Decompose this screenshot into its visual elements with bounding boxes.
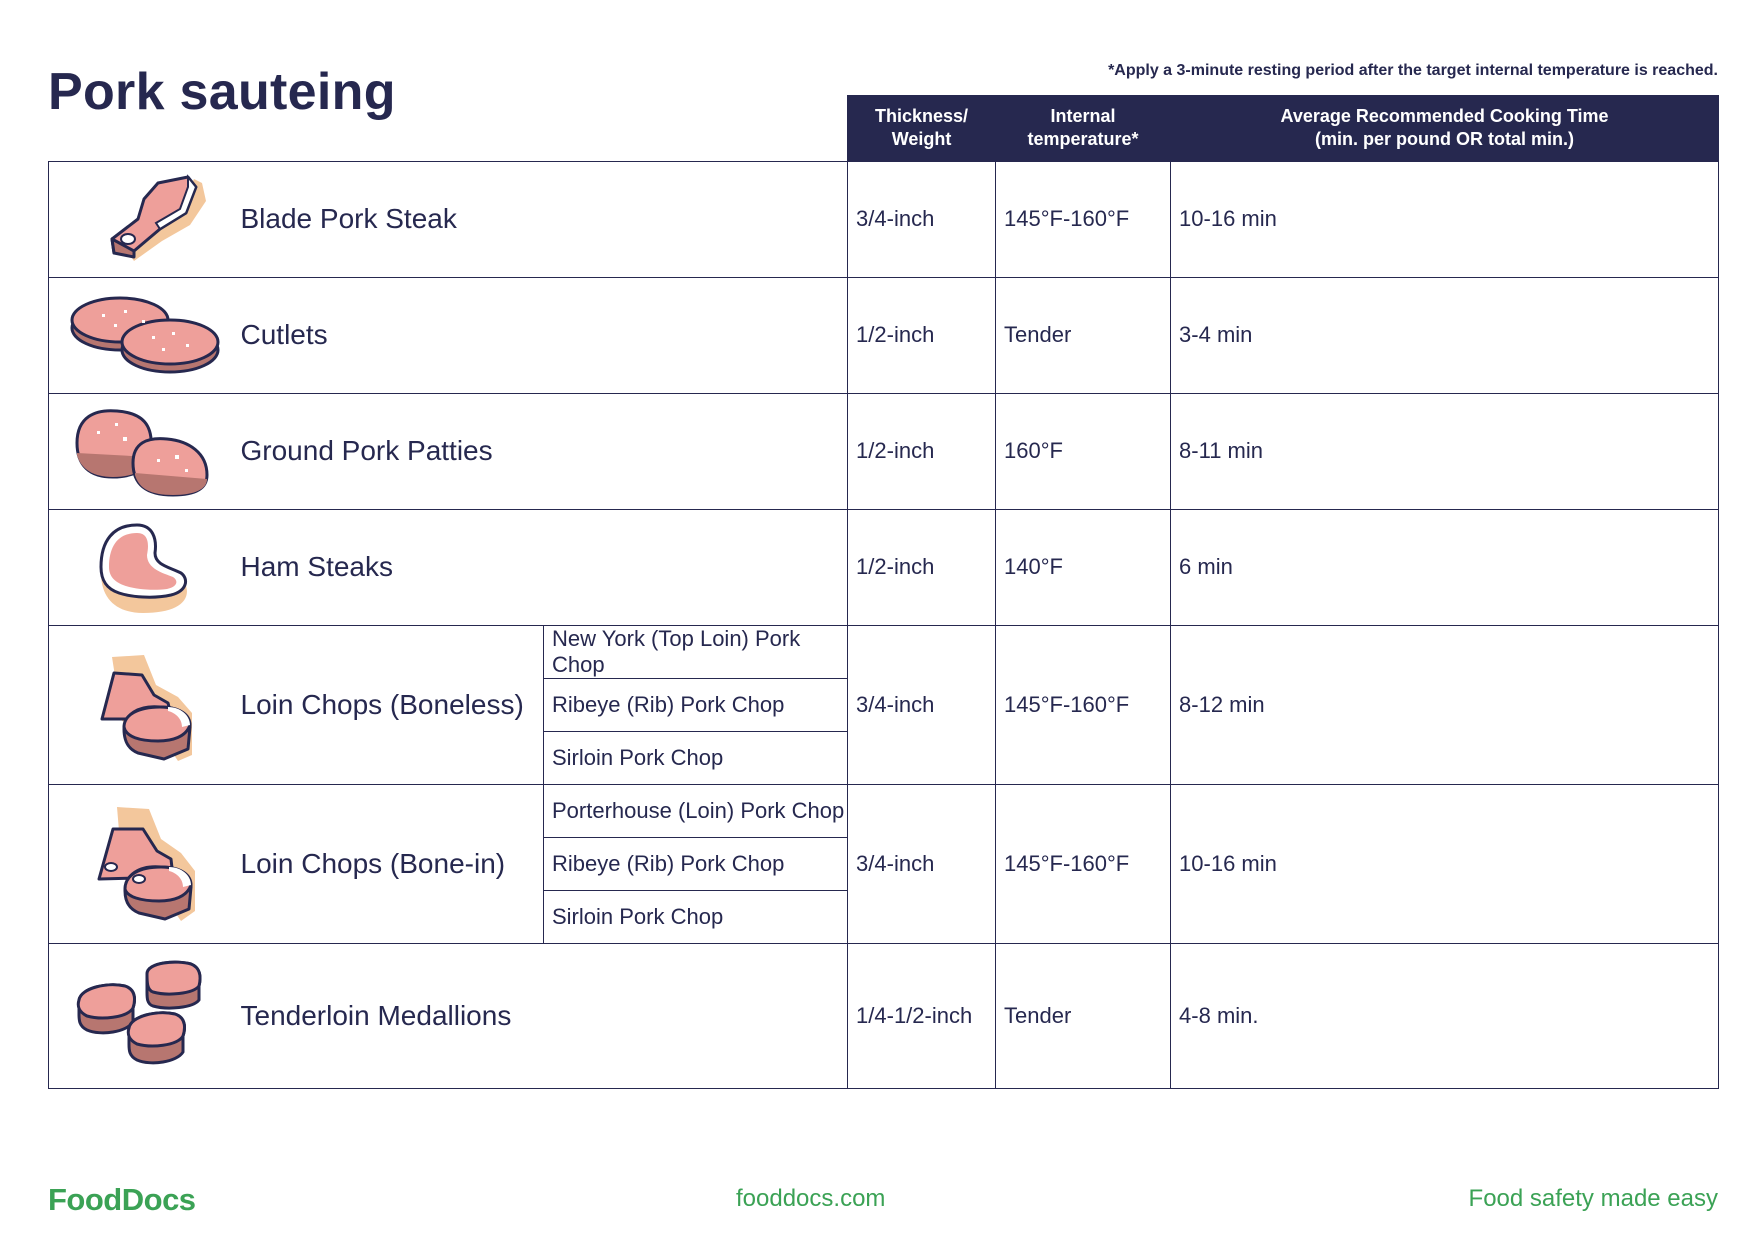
cooking-table (48, 95, 1719, 1089)
temperature-value: 145°F-160°F (996, 161, 1171, 277)
thickness-value: 3/4-inch (848, 625, 996, 784)
cooking-time-value: 8-11 min (1171, 393, 1719, 509)
temperature-value: Tender (996, 943, 1171, 1088)
temperature-value: Tender (996, 277, 1171, 393)
ham-steak-icon (49, 509, 235, 625)
subcut-name: Ribeye (Rib) Pork Chop (544, 837, 848, 890)
table-row (49, 393, 1719, 509)
cooking-time-value: 10-16 min (1171, 784, 1719, 943)
table-row (49, 277, 1719, 393)
table-row (49, 625, 1719, 678)
header-temperature: Internal temperature* (996, 95, 1171, 161)
cooking-time-value: 4-8 min. (1171, 943, 1719, 1088)
subcut-name: Porterhouse (Loin) Pork Chop (544, 784, 848, 837)
resting-note: *Apply a 3-minute resting period after the target internal temperature is reached. (1108, 62, 1718, 79)
table-row (49, 161, 1719, 277)
temperature-value: 145°F-160°F (996, 625, 1171, 784)
thickness-value: 3/4-inch (848, 161, 996, 277)
thickness-value: 1/2-inch (848, 277, 996, 393)
table-row (49, 943, 1719, 1088)
header-cooking-time: Average Recommended Cooking Time (min. per pound OR total min.) (1171, 95, 1719, 161)
cooking-time-value: 6 min (1171, 509, 1719, 625)
header-thickness: Thickness/ Weight (848, 95, 996, 161)
website-link[interactable]: fooddocs.com (736, 1185, 886, 1212)
medallions-icon (49, 943, 235, 1088)
fooddocs-logo: FoodDocs (48, 1182, 196, 1217)
cut-name: Ham Steaks (235, 509, 848, 625)
subcut-name: Sirloin Pork Chop (544, 890, 848, 943)
temperature-value: 145°F-160°F (996, 784, 1171, 943)
thickness-value: 1/2-inch (848, 509, 996, 625)
patties-icon (49, 393, 235, 509)
table-header-row (49, 95, 1719, 161)
subcut-name: Ribeye (Rib) Pork Chop (544, 678, 848, 731)
temperature-value: 160°F (996, 393, 1171, 509)
cooking-time-value: 8-12 min (1171, 625, 1719, 784)
subcut-name: New York (Top Loin) Pork Chop (544, 625, 848, 678)
subcut-name: Sirloin Pork Chop (544, 731, 848, 784)
table-row (49, 784, 1719, 837)
tagline: Food safety made easy (1468, 1185, 1718, 1212)
cutlets-icon (49, 277, 235, 393)
cut-name: Ground Pork Patties (235, 393, 848, 509)
table-row (49, 509, 1719, 625)
bone-in-chop-icon (49, 784, 235, 943)
page-title: Pork sauteing (48, 63, 396, 121)
thickness-value: 3/4-inch (848, 784, 996, 943)
boneless-chop-icon (49, 625, 235, 784)
cut-name: Loin Chops (Boneless) (235, 625, 544, 784)
cooking-time-value: 3-4 min (1171, 277, 1719, 393)
cut-name: Blade Pork Steak (235, 161, 848, 277)
thickness-value: 1/4-1/2-inch (848, 943, 996, 1088)
temperature-value: 140°F (996, 509, 1171, 625)
thickness-value: 1/2-inch (848, 393, 996, 509)
cut-name: Cutlets (235, 277, 848, 393)
blade-steak-icon (49, 161, 235, 277)
cut-name: Tenderloin Medallions (235, 943, 848, 1088)
cooking-time-value: 10-16 min (1171, 161, 1719, 277)
cut-name: Loin Chops (Bone-in) (235, 784, 544, 943)
